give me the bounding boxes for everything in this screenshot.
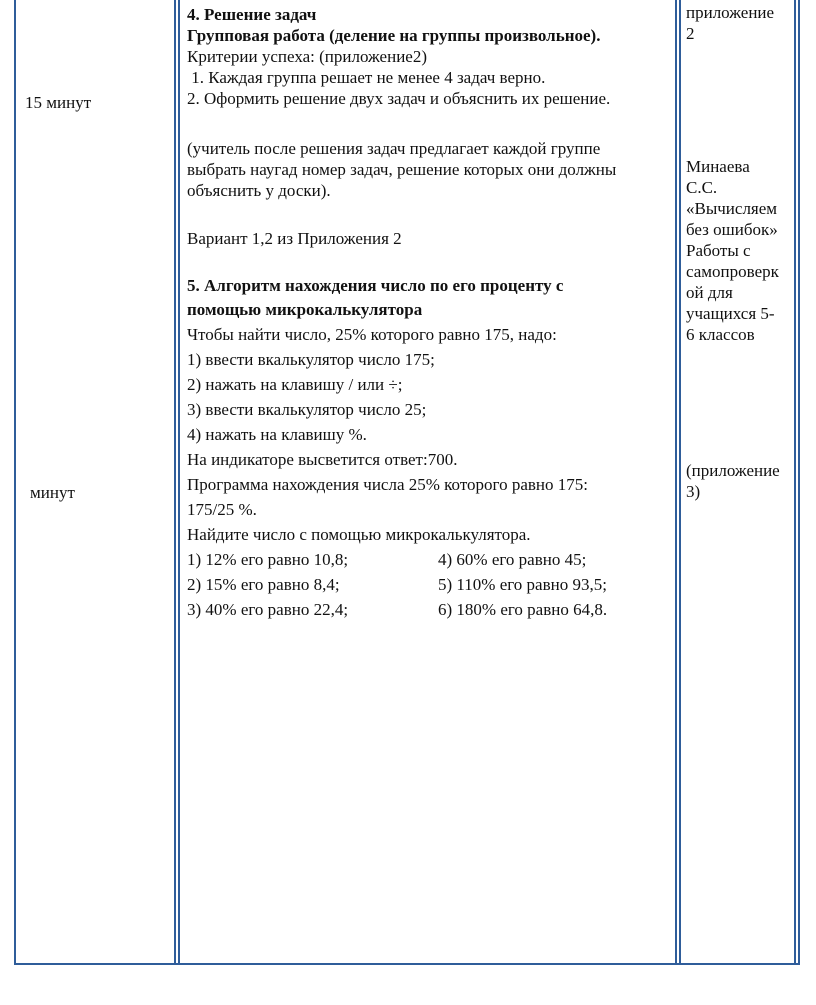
resource-line: Работы с bbox=[686, 241, 751, 260]
section-5-title-line-1: 5. Алгоритм нахождения число по его проценту с bbox=[187, 276, 564, 295]
algorithm-step-4: 4) нажать на клавишу %. bbox=[187, 425, 367, 444]
criteria-item-2: 2. Оформить решение двух задач и объяснить их решение. bbox=[187, 89, 611, 108]
teacher-note-line-3: объяснить у доски). bbox=[187, 181, 331, 200]
section-5-title-line-2: помощью микрокалькулятора bbox=[187, 300, 423, 319]
resource-line: ой для bbox=[686, 283, 733, 302]
variant-text: Вариант 1,2 из Приложения 2 bbox=[187, 229, 402, 248]
task-item-4: 4) 60% его равно 45; bbox=[438, 550, 587, 569]
criteria-item-1: 1. Каждая группа решает не менее 4 задач верно. bbox=[187, 68, 546, 87]
appendix-2-label: приложение bbox=[686, 3, 775, 22]
algorithm-step-2: 2) нажать на клавишу / или ÷; bbox=[187, 375, 403, 394]
algorithm-step-1: 1) ввести вкалькулятор число 175; bbox=[187, 350, 435, 369]
time-label-a: 15 минут bbox=[25, 93, 92, 112]
resource-line: Минаева bbox=[686, 157, 750, 176]
resource-line: самопроверк bbox=[686, 262, 779, 281]
section-4-subtitle: Групповая работа (деление на группы произвольное). bbox=[187, 26, 601, 45]
column-divider-2 bbox=[675, 0, 677, 965]
task-prompt: Найдите число с помощью микрокалькулятора. bbox=[187, 525, 531, 544]
task-row bbox=[187, 597, 671, 622]
time-cell-b bbox=[30, 482, 75, 503]
task-item-1: 1) 12% его равно 10,8; bbox=[187, 550, 349, 569]
teacher-note-line-1: (учитель после решения задач предлагает каждой группе bbox=[187, 139, 601, 158]
resource-line: 6 классов bbox=[686, 325, 755, 344]
column-divider-1-inner bbox=[178, 0, 180, 965]
resources-top bbox=[686, 2, 794, 44]
time-cell-a bbox=[25, 92, 91, 113]
program-line-2: 175/25 %. bbox=[187, 500, 257, 519]
lesson-content bbox=[187, 4, 671, 622]
task-item-5: 5) 110% его равно 93,5; bbox=[438, 575, 607, 594]
column-divider-1 bbox=[174, 0, 176, 965]
task-item-2: 2) 15% его равно 8,4; bbox=[187, 575, 340, 594]
table-border-bottom bbox=[14, 963, 800, 965]
section-4-title: 4. Решение задач bbox=[187, 5, 317, 24]
answer-text: На индикаторе высветится ответ:700. bbox=[187, 450, 458, 469]
algorithm-intro: Чтобы найти число, 25% которого равно 175, надо: bbox=[187, 325, 557, 344]
resource-line: С.С. bbox=[686, 178, 718, 197]
resources-appendix-3 bbox=[686, 460, 798, 502]
program-line-1: Программа нахождения числа 25% которого равно 175: bbox=[187, 475, 588, 494]
resources-author bbox=[686, 156, 794, 345]
time-label-b: минут bbox=[30, 483, 75, 502]
column-divider-2-inner bbox=[679, 0, 681, 965]
task-row bbox=[187, 572, 671, 597]
resource-line: «Вычисляем bbox=[686, 199, 778, 218]
table-border-left bbox=[14, 0, 16, 965]
appendix-3-number: 3) bbox=[686, 482, 701, 501]
task-item-3: 3) 40% его равно 22,4; bbox=[187, 600, 349, 619]
teacher-note-line-2: выбрать наугад номер задач, решение которых они должны bbox=[187, 160, 617, 179]
criteria-text: Критерии успеха: (приложение2) bbox=[187, 47, 428, 66]
appendix-3-label: (приложение bbox=[686, 461, 780, 480]
task-item-6: 6) 180% его равно 64,8. bbox=[438, 600, 608, 619]
resource-line: учащихся 5- bbox=[686, 304, 775, 323]
algorithm-step-3: 3) ввести вкалькулятор число 25; bbox=[187, 400, 427, 419]
resource-line: без ошибок» bbox=[686, 220, 778, 239]
appendix-2-number: 2 bbox=[686, 24, 695, 43]
task-row bbox=[187, 547, 671, 572]
lesson-table bbox=[14, 0, 800, 965]
table-border-right bbox=[798, 0, 800, 965]
